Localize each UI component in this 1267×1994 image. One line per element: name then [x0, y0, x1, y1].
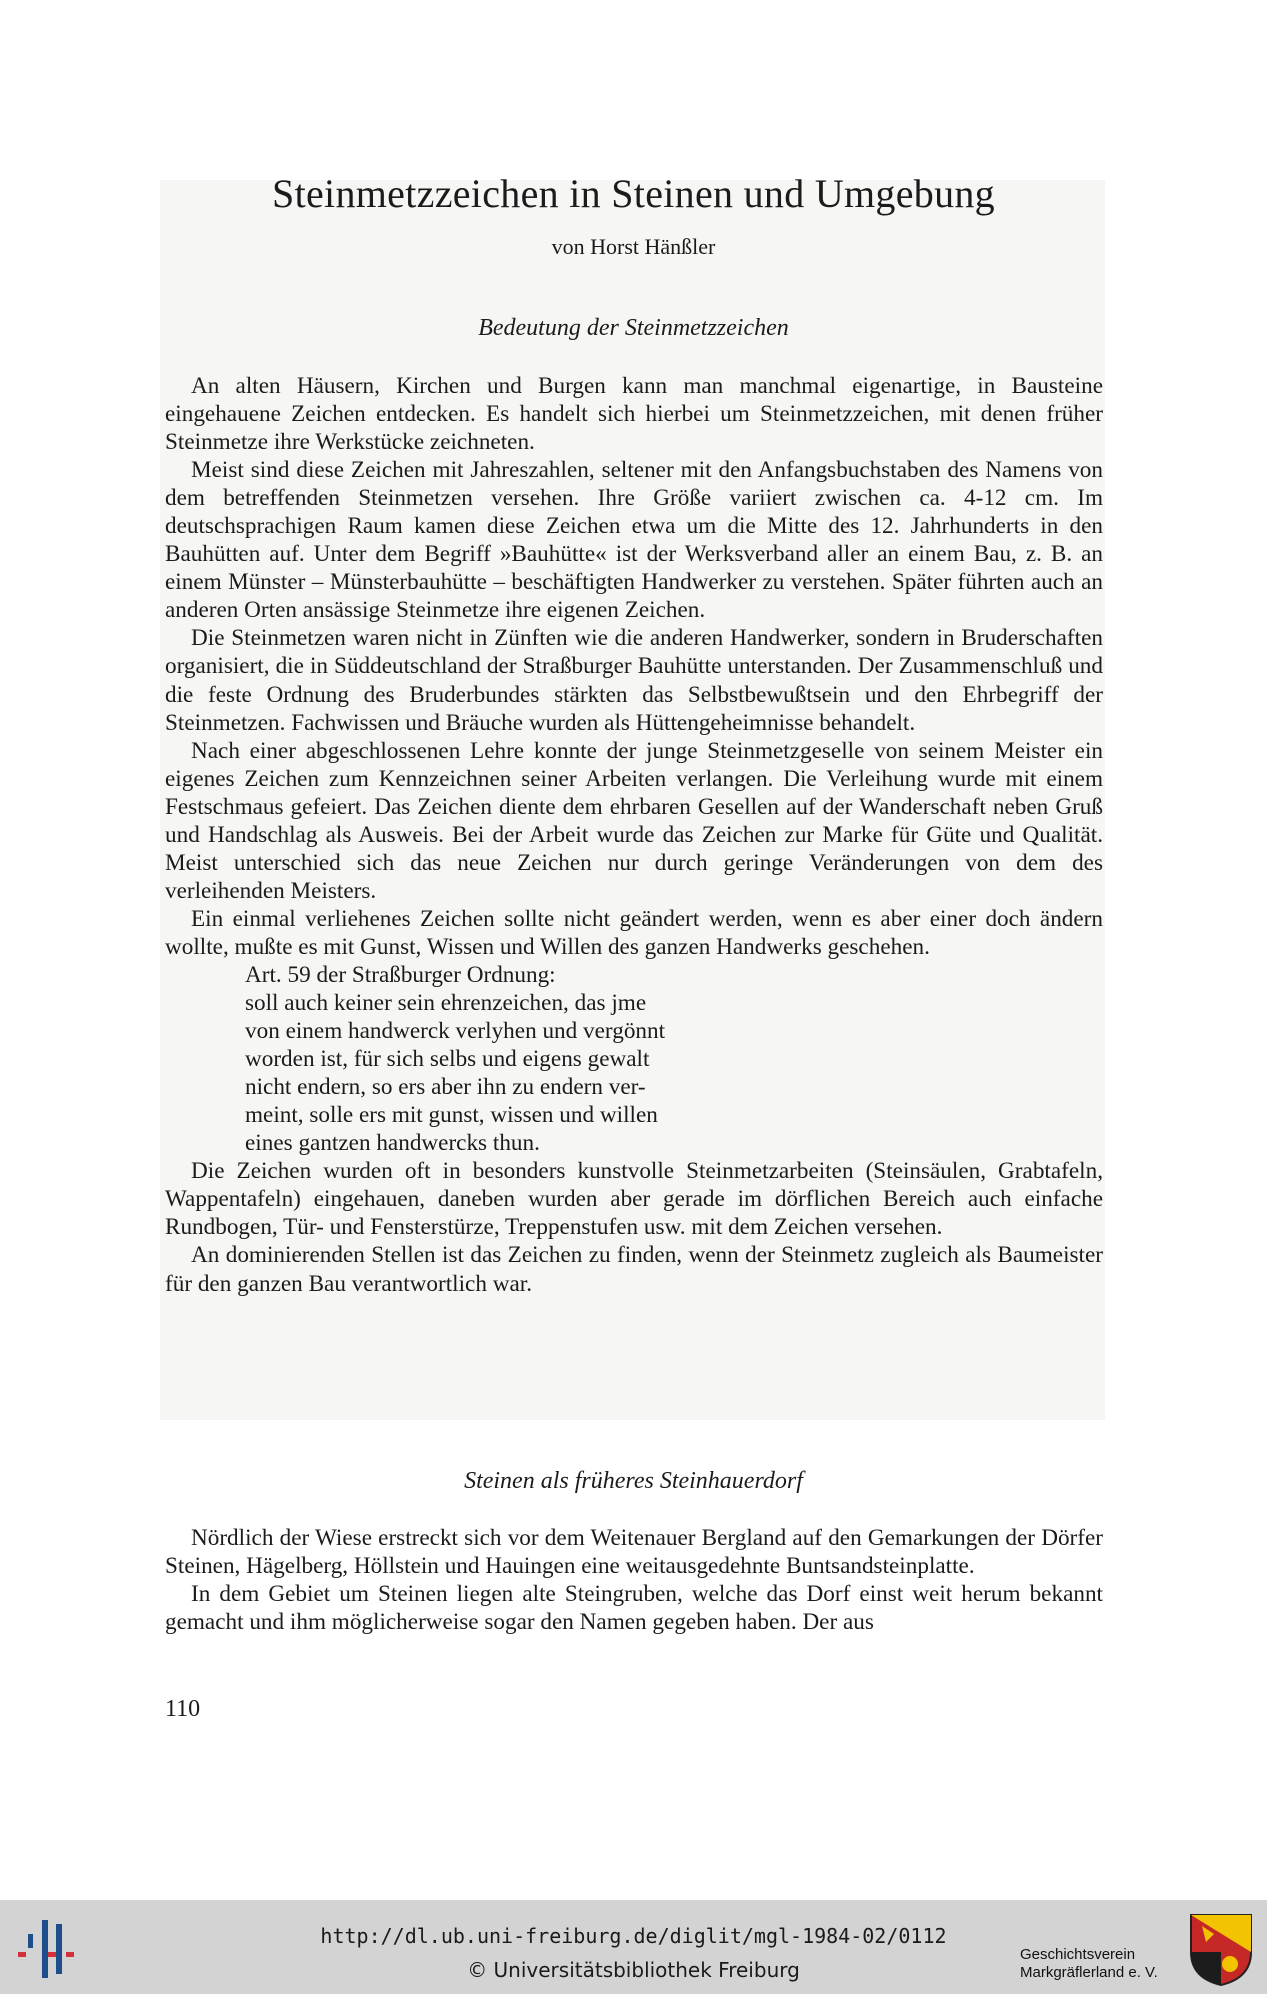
paragraph: Nördlich der Wiese erstreckt sich vor dem Weitenauer Bergland auf den Gemarkungen der Dörfer Steinen, Hägelberg, Höllstein und Hauingen eine weitausgedehnte Buntsandsteinplatte.: [165, 1525, 1103, 1580]
page-number: 110: [165, 1696, 201, 1722]
paragraph: An alten Häusern, Kirchen und Burgen kann man manchmal eigenartige, in Bausteine eingehauene Zeichen entdecken. Es handelt sich hierbei um Steinmetzzeichen, mit denen früher Steinmetze ihre Werkstücke zeichneten.: [165, 373, 1103, 456]
document-url[interactable]: http://dl.ub.uni-freiburg.de/diglit/mgl-1984-02/0112: [320, 1924, 947, 1948]
society-line-1: Geschichtsverein: [1020, 1946, 1136, 1963]
block-quote: Art. 59 der Straßburger Ordnung: soll auch keiner sein ehrenzeichen, das jme von einem handwerck verlyhen und vergönnt worden ist, für sich selbs und eigens gewalt nicht endern, so ers aber ihn zu endern ver- meint, solle ers mit gunst, wissen und willen eines gantzen handwercks thun.: [245, 961, 666, 1157]
coat-of-arms-icon: [1188, 1912, 1254, 1988]
society-name: [1020, 1946, 1190, 1982]
society-line-2: Markgräflerland e. V.: [1020, 1964, 1158, 1981]
section-body-1: [165, 372, 1103, 1298]
section-body-2: [165, 1524, 1103, 1636]
paragraph: Meist sind diese Zeichen mit Jahreszahlen, seltener mit den Anfangsbuchstaben des Namens von dem betreffenden Steinmetzen versehen. Ihre Größe variiert zwischen ca. 4-12 cm. Im deutschsprachigen Raum kamen diese Zeichen etwa um die Mitte des 12. Jahrhunderts in den Bauhütten auf. Unter dem Begriff »Bauhütte« ist der Werksverband aller an einem Bau, z. B. an einem Münster – Münsterbauhütte – beschäftigten Handwerker zu verstehen. Später führten auch an anderen Orten ansässige Steinmetze ihre eigenen Zeichen.: [165, 457, 1103, 624]
paragraph: Die Zeichen wurden oft in besonders kunstvolle Steinmetzarbeiten (Steinsäulen, Grabtafeln, Wappentafeln) eingehauen, daneben wurden aber gerade im dörflichen Bereich auch einfache Rundbogen, Tür- und Fensterstürze, Treppenstufen usw. mit dem Zeichen versehen.: [165, 1158, 1103, 1241]
paragraph: Nach einer abgeschlossenen Lehre konnte der junge Steinmetzgeselle von seinem Meister ein eigenes Zeichen zum Kennzeichnen seiner Arbeiten verlangen. Die Verleihung wurde mit einem Festschmaus gefeiert. Das Zeichen diente dem ehrbaren Gesellen auf der Wanderschaft neben Gruß und Handschlag als Ausweis. Bei der Arbeit wurde das Zeichen zur Marke für Güte und Qualität. Meist unterschied sich das neue Zeichen nur durch geringe Veränderungen von dem des verleihenden Meisters.: [165, 737, 1103, 904]
paragraph: An dominierenden Stellen ist das Zeichen zu finden, wenn der Steinmetz zugleich als Baumeister für den ganzen Bau verantwortlich war.: [165, 1242, 1103, 1297]
paragraph: Die Steinmetzen waren nicht in Zünften wie die anderen Handwerker, sondern in Bruderschaften organisiert, die in Süddeutschland der Straßburger Bauhütte unterstanden. Der Zusammenschluß und die feste Ordnung des Bruderbundes stärkten das Selbstbewußtsein und den Ehrbegriff der Steinmetzen. Fachwissen und Bräuche wurden als Hüttengeheimnisse behandelt.: [165, 625, 1103, 736]
section-heading-1: Bedeutung der Steinmetzzeichen: [478, 315, 789, 341]
paragraph: Ein einmal verliehenes Zeichen sollte nicht geändert werden, wenn es aber einer doch ändern wollte, mußte es mit Gunst, Wissen und Willen des ganzen Handwerks geschehen.: [165, 905, 1103, 960]
article-author: von Horst Hänßler: [551, 234, 716, 259]
footer-bar: [0, 1900, 1267, 1994]
section-heading-2: Steinen als früheres Steinhauerdorf: [464, 1468, 803, 1494]
paragraph: In dem Gebiet um Steinen liegen alte Steingruben, welche das Dorf einst weit herum bekannt gemacht und ihm möglicherweise sogar den Namen gegeben haben. Der aus: [165, 1581, 1103, 1636]
copyright-text: © Universitätsbibliothek Freiburg: [467, 1958, 800, 1982]
article-title: Steinmetzzeichen in Steinen und Umgebung: [272, 171, 995, 216]
